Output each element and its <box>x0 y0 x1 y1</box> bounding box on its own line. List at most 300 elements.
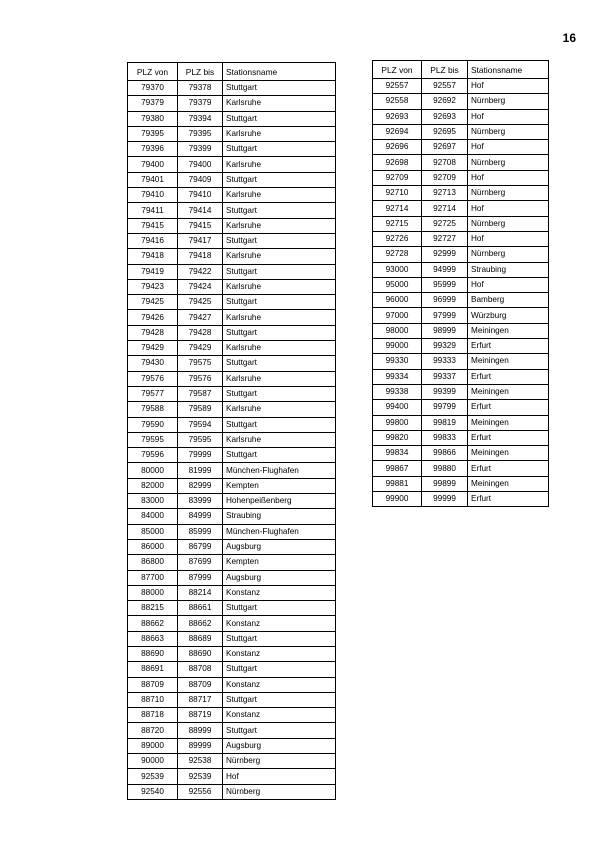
plz-von-cell: 96000 <box>373 293 422 308</box>
table-row <box>128 463 336 478</box>
plz-bis-cell: 79417 <box>178 233 223 248</box>
plz-bis-cell: 79399 <box>178 142 223 157</box>
table-row <box>373 354 549 369</box>
table-body-left <box>128 81 336 800</box>
plz-bis-cell: 92725 <box>422 216 468 231</box>
stationsname-cell: Konstanz <box>223 708 336 723</box>
table-row <box>128 784 336 799</box>
plz-von-cell: 92715 <box>373 216 422 231</box>
plz-von-cell: 79418 <box>128 249 178 264</box>
plz-von-cell: 88720 <box>128 723 178 738</box>
table-row <box>128 769 336 784</box>
stationsname-cell: Hof <box>468 109 549 124</box>
plz-von-cell: 99338 <box>373 384 422 399</box>
plz-von-cell: 79430 <box>128 356 178 371</box>
plz-von-cell: 79411 <box>128 203 178 218</box>
plz-bis-cell: 84999 <box>178 509 223 524</box>
stationsname-cell: Hof <box>468 231 549 246</box>
stationsname-cell: München-Flughafen <box>223 463 336 478</box>
plz-bis-cell: 92999 <box>422 247 468 262</box>
plz-von-cell: 86800 <box>128 555 178 570</box>
plz-von-cell: 92696 <box>373 140 422 155</box>
table-row <box>373 293 549 308</box>
stationsname-cell: Karlsruhe <box>223 310 336 325</box>
stationsname-cell: Hohenpeißenberg <box>223 494 336 509</box>
plz-von-cell: 79370 <box>128 81 178 96</box>
plz-von-cell: 99820 <box>373 430 422 445</box>
table-row <box>128 601 336 616</box>
stationsname-cell: Hof <box>223 769 336 784</box>
table-row <box>373 201 549 216</box>
plz-von-cell: 88663 <box>128 631 178 646</box>
stationsname-cell: Karlsruhe <box>223 157 336 172</box>
plz-bis-cell: 96999 <box>422 293 468 308</box>
plz-bis-cell: 79378 <box>178 81 223 96</box>
stationsname-cell: Stuttgart <box>223 81 336 96</box>
plz-von-cell: 95000 <box>373 277 422 292</box>
table-row <box>128 386 336 401</box>
page-number: 16 <box>562 31 576 45</box>
stationsname-cell: Karlsruhe <box>223 402 336 417</box>
stationsname-cell: Stuttgart <box>223 448 336 463</box>
plz-bis-cell: 83999 <box>178 494 223 509</box>
plz-bis-cell: 99399 <box>422 384 468 399</box>
plz-von-cell: 92726 <box>373 231 422 246</box>
table-row <box>373 400 549 415</box>
stationsname-cell: Erfurt <box>468 492 549 507</box>
table-row <box>128 157 336 172</box>
plz-bis-cell: 89999 <box>178 738 223 753</box>
table-row <box>373 216 549 231</box>
stationsname-cell: Karlsruhe <box>223 249 336 264</box>
plz-bis-cell: 81999 <box>178 463 223 478</box>
plz-bis-cell: 92709 <box>422 170 468 185</box>
stationsname-cell: Stuttgart <box>223 203 336 218</box>
table-row <box>128 662 336 677</box>
plz-von-cell: 92728 <box>373 247 422 262</box>
plz-bis-cell: 92695 <box>422 124 468 139</box>
stationsname-cell: Karlsruhe <box>223 218 336 233</box>
plz-von-cell: 92714 <box>373 201 422 216</box>
plz-bis-cell: 88708 <box>178 662 223 677</box>
plz-bis-cell: 88719 <box>178 708 223 723</box>
plz-bis-cell: 88999 <box>178 723 223 738</box>
table-row <box>128 616 336 631</box>
plz-von-cell: 79596 <box>128 448 178 463</box>
plz-von-cell: 92709 <box>373 170 422 185</box>
stationsname-cell: Karlsruhe <box>223 432 336 447</box>
plz-von-cell: 92540 <box>128 784 178 799</box>
plz-bis-cell: 79594 <box>178 417 223 432</box>
plz-von-cell: 79395 <box>128 126 178 141</box>
plz-bis-cell: 99337 <box>422 369 468 384</box>
table-row <box>128 172 336 187</box>
plz-bis-cell: 95999 <box>422 277 468 292</box>
plz-von-cell: 79576 <box>128 371 178 386</box>
plz-bis-cell: 79422 <box>178 264 223 279</box>
plz-bis-cell: 79409 <box>178 172 223 187</box>
plz-bis-cell: 92708 <box>422 155 468 170</box>
table-row <box>128 81 336 96</box>
stationsname-cell: Stuttgart <box>223 386 336 401</box>
plz-von-cell: 79416 <box>128 233 178 248</box>
plz-von-cell: 79425 <box>128 295 178 310</box>
header-plz-von: PLZ von <box>373 61 422 79</box>
table-row <box>373 446 549 461</box>
stationsname-cell: Stuttgart <box>223 417 336 432</box>
plz-bis-cell: 85999 <box>178 524 223 539</box>
plz-bis-cell: 99833 <box>422 430 468 445</box>
plz-bis-cell: 79418 <box>178 249 223 264</box>
plz-von-cell: 92558 <box>373 94 422 109</box>
stationsname-cell: Hof <box>468 170 549 185</box>
plz-von-cell: 88710 <box>128 692 178 707</box>
header-plz-bis: PLZ bis <box>422 61 468 79</box>
table-row <box>128 723 336 738</box>
plz-bis-cell: 99880 <box>422 461 468 476</box>
plz-bis-cell: 99819 <box>422 415 468 430</box>
stationsname-cell: Straubing <box>223 509 336 524</box>
plz-von-cell: 92698 <box>373 155 422 170</box>
table-row <box>128 646 336 661</box>
table-row <box>128 524 336 539</box>
table-row <box>128 279 336 294</box>
stationsname-cell: Konstanz <box>223 616 336 631</box>
stationsname-cell: Augsburg <box>223 570 336 585</box>
plz-von-cell: 83000 <box>128 494 178 509</box>
table-row <box>373 262 549 277</box>
stationsname-cell: Kempten <box>223 478 336 493</box>
plz-bis-cell: 79589 <box>178 402 223 417</box>
plz-bis-cell: 79427 <box>178 310 223 325</box>
plz-von-cell: 99800 <box>373 415 422 430</box>
table-row <box>373 461 549 476</box>
table-row <box>373 308 549 323</box>
table-row <box>373 140 549 155</box>
table-row <box>128 325 336 340</box>
plz-bis-cell: 99899 <box>422 476 468 491</box>
stationsname-cell: Straubing <box>468 262 549 277</box>
stationsname-cell: Stuttgart <box>223 325 336 340</box>
table-row <box>373 170 549 185</box>
plz-von-cell: 92557 <box>373 79 422 94</box>
stationsname-cell: Nürnberg <box>468 155 549 170</box>
stationsname-cell: Karlsruhe <box>223 371 336 386</box>
plz-von-cell: 79380 <box>128 111 178 126</box>
table-row <box>128 218 336 233</box>
table-row <box>128 448 336 463</box>
table-row <box>128 631 336 646</box>
plz-bis-cell: 79429 <box>178 341 223 356</box>
table-row <box>128 249 336 264</box>
table-row <box>128 585 336 600</box>
plz-von-cell: 88662 <box>128 616 178 631</box>
stationsname-cell: Augsburg <box>223 738 336 753</box>
stationsname-cell: Hof <box>468 277 549 292</box>
stationsname-cell: Karlsruhe <box>223 188 336 203</box>
table-row <box>373 247 549 262</box>
plz-bis-cell: 79410 <box>178 188 223 203</box>
table-row <box>128 417 336 432</box>
plz-bis-cell: 79379 <box>178 96 223 111</box>
plz-von-cell: 88691 <box>128 662 178 677</box>
table-body-right <box>373 79 549 507</box>
plz-von-cell: 99330 <box>373 354 422 369</box>
table-row <box>373 430 549 445</box>
plz-bis-cell: 79428 <box>178 325 223 340</box>
plz-von-cell: 97000 <box>373 308 422 323</box>
stationsname-cell: Stuttgart <box>223 264 336 279</box>
table-row <box>373 476 549 491</box>
plz-von-cell: 92710 <box>373 186 422 201</box>
header-plz-von: PLZ von <box>128 63 178 81</box>
stationsname-cell: Konstanz <box>223 646 336 661</box>
plz-von-cell: 79379 <box>128 96 178 111</box>
table-row <box>128 677 336 692</box>
plz-bis-cell: 98999 <box>422 323 468 338</box>
stationsname-cell: Erfurt <box>468 461 549 476</box>
stationsname-cell: Nürnberg <box>223 784 336 799</box>
plz-bis-cell: 88717 <box>178 692 223 707</box>
plz-von-cell: 99000 <box>373 339 422 354</box>
plz-von-cell: 79590 <box>128 417 178 432</box>
plz-von-cell: 99900 <box>373 492 422 507</box>
stationsname-cell: Stuttgart <box>223 631 336 646</box>
table-row <box>373 186 549 201</box>
plz-bis-cell: 88689 <box>178 631 223 646</box>
stationsname-cell: Bamberg <box>468 293 549 308</box>
table-row <box>373 492 549 507</box>
table-row <box>128 738 336 753</box>
stationsname-cell: Nürnberg <box>468 216 549 231</box>
plz-von-cell: 85000 <box>128 524 178 539</box>
stationsname-cell: Hof <box>468 201 549 216</box>
table-row <box>128 264 336 279</box>
stationsname-cell: Stuttgart <box>223 662 336 677</box>
plz-bis-cell: 92539 <box>178 769 223 784</box>
table-row <box>128 555 336 570</box>
stationsname-cell: Stuttgart <box>223 601 336 616</box>
plz-von-cell: 82000 <box>128 478 178 493</box>
plz-bis-cell: 92697 <box>422 140 468 155</box>
table-row <box>373 339 549 354</box>
table-row <box>128 203 336 218</box>
plz-bis-cell: 92538 <box>178 754 223 769</box>
plz-bis-cell: 92714 <box>422 201 468 216</box>
header-stationsname: Stationsname <box>468 61 549 79</box>
plz-von-cell: 99867 <box>373 461 422 476</box>
plz-von-cell: 90000 <box>128 754 178 769</box>
plz-bis-cell: 82999 <box>178 478 223 493</box>
plz-von-cell: 79588 <box>128 402 178 417</box>
plz-von-cell: 84000 <box>128 509 178 524</box>
table-row <box>128 708 336 723</box>
table-row <box>128 96 336 111</box>
table-row <box>128 126 336 141</box>
plz-bis-cell: 92557 <box>422 79 468 94</box>
plz-bis-cell: 79425 <box>178 295 223 310</box>
stationsname-cell: Meiningen <box>468 384 549 399</box>
table-row <box>128 494 336 509</box>
table-row <box>128 142 336 157</box>
table-row <box>373 277 549 292</box>
plz-bis-cell: 92692 <box>422 94 468 109</box>
table-row <box>373 384 549 399</box>
table-row <box>128 509 336 524</box>
table-row <box>128 310 336 325</box>
plz-von-cell: 92694 <box>373 124 422 139</box>
table-row <box>128 111 336 126</box>
plz-bis-cell: 79575 <box>178 356 223 371</box>
stationsname-cell: Nürnberg <box>468 94 549 109</box>
table-row <box>373 231 549 246</box>
stationsname-cell: Hof <box>468 140 549 155</box>
header-stationsname: Stationsname <box>223 63 336 81</box>
stationsname-cell: Stuttgart <box>223 172 336 187</box>
plz-bis-cell: 97999 <box>422 308 468 323</box>
table-row <box>373 415 549 430</box>
plz-von-cell: 79419 <box>128 264 178 279</box>
plz-von-cell: 88718 <box>128 708 178 723</box>
plz-bis-cell: 79595 <box>178 432 223 447</box>
stationsname-cell: Hof <box>468 79 549 94</box>
table-row <box>128 570 336 585</box>
plz-bis-cell: 99999 <box>422 492 468 507</box>
stationsname-cell: Karlsruhe <box>223 96 336 111</box>
stationsname-cell: Stuttgart <box>223 142 336 157</box>
plz-bis-cell: 88662 <box>178 616 223 631</box>
table-row <box>373 94 549 109</box>
plz-von-cell: 79426 <box>128 310 178 325</box>
table-row <box>373 155 549 170</box>
table-header-row <box>128 63 336 81</box>
stationsname-cell: Augsburg <box>223 539 336 554</box>
stationsname-cell: Meiningen <box>468 415 549 430</box>
plz-von-cell: 79423 <box>128 279 178 294</box>
plz-bis-cell: 87699 <box>178 555 223 570</box>
stationsname-cell: Stuttgart <box>223 111 336 126</box>
plz-bis-cell: 92693 <box>422 109 468 124</box>
plz-von-cell: 87700 <box>128 570 178 585</box>
table-row <box>373 124 549 139</box>
plz-bis-cell: 87999 <box>178 570 223 585</box>
plz-von-cell: 89000 <box>128 738 178 753</box>
stationsname-cell: Nürnberg <box>468 124 549 139</box>
plz-von-cell: 79401 <box>128 172 178 187</box>
stationsname-cell: Stuttgart <box>223 723 336 738</box>
plz-bis-cell: 99333 <box>422 354 468 369</box>
plz-bis-cell: 79395 <box>178 126 223 141</box>
stationsname-cell: Stuttgart <box>223 692 336 707</box>
stationsname-cell: Nürnberg <box>468 247 549 262</box>
table-row <box>128 371 336 386</box>
table-row <box>373 79 549 94</box>
stationsname-cell: Kempten <box>223 555 336 570</box>
plz-von-cell: 88215 <box>128 601 178 616</box>
stationsname-cell: Stuttgart <box>223 295 336 310</box>
table-row <box>128 341 336 356</box>
table-row <box>128 356 336 371</box>
plz-von-cell: 79428 <box>128 325 178 340</box>
plz-bis-cell: 92556 <box>178 784 223 799</box>
stationsname-cell: Nürnberg <box>223 754 336 769</box>
plz-bis-cell: 92713 <box>422 186 468 201</box>
table-row <box>128 539 336 554</box>
plz-von-cell: 79429 <box>128 341 178 356</box>
plz-von-cell: 86000 <box>128 539 178 554</box>
plz-bis-cell: 92727 <box>422 231 468 246</box>
stationsname-cell: Erfurt <box>468 339 549 354</box>
plz-bis-cell: 99866 <box>422 446 468 461</box>
plz-bis-cell: 99799 <box>422 400 468 415</box>
stationsname-cell: Karlsruhe <box>223 341 336 356</box>
plz-von-cell: 79410 <box>128 188 178 203</box>
table-row <box>128 432 336 447</box>
plz-von-cell: 79595 <box>128 432 178 447</box>
plz-von-cell: 79396 <box>128 142 178 157</box>
stationsname-cell: Stuttgart <box>223 233 336 248</box>
stationsname-cell: Karlsruhe <box>223 279 336 294</box>
table-row <box>128 295 336 310</box>
plz-von-cell: 79400 <box>128 157 178 172</box>
stationsname-cell: Karlsruhe <box>223 126 336 141</box>
plz-von-cell: 79415 <box>128 218 178 233</box>
stationsname-cell: Würzburg <box>468 308 549 323</box>
plz-von-cell: 79577 <box>128 386 178 401</box>
stationsname-cell: München-Flughafen <box>223 524 336 539</box>
stationsname-cell: Konstanz <box>223 585 336 600</box>
plz-bis-cell: 88214 <box>178 585 223 600</box>
plz-von-cell: 92693 <box>373 109 422 124</box>
plz-bis-cell: 79999 <box>178 448 223 463</box>
plz-bis-cell: 99329 <box>422 339 468 354</box>
table-header-row <box>373 61 549 79</box>
stationsname-cell: Erfurt <box>468 400 549 415</box>
plz-bis-cell: 79576 <box>178 371 223 386</box>
plz-bis-cell: 88709 <box>178 677 223 692</box>
stationsname-cell: Nürnberg <box>468 186 549 201</box>
plz-von-cell: 93000 <box>373 262 422 277</box>
plz-bis-cell: 79424 <box>178 279 223 294</box>
table-row <box>373 323 549 338</box>
table-row <box>128 692 336 707</box>
table-row <box>128 478 336 493</box>
table-row <box>128 402 336 417</box>
plz-von-cell: 98000 <box>373 323 422 338</box>
plz-von-cell: 88000 <box>128 585 178 600</box>
header-plz-bis: PLZ bis <box>178 63 223 81</box>
stationsname-cell: Meiningen <box>468 476 549 491</box>
plz-von-cell: 80000 <box>128 463 178 478</box>
plz-von-cell: 92539 <box>128 769 178 784</box>
stationsname-cell: Meiningen <box>468 323 549 338</box>
stationsname-cell: Konstanz <box>223 677 336 692</box>
plz-bis-cell: 79587 <box>178 386 223 401</box>
plz-von-cell: 99400 <box>373 400 422 415</box>
plz-von-cell: 88709 <box>128 677 178 692</box>
plz-bis-cell: 88661 <box>178 601 223 616</box>
plz-bis-cell: 79400 <box>178 157 223 172</box>
plz-bis-cell: 79394 <box>178 111 223 126</box>
stationsname-cell: Stuttgart <box>223 356 336 371</box>
plz-bis-cell: 88690 <box>178 646 223 661</box>
stationsname-cell: Meiningen <box>468 354 549 369</box>
plz-bis-cell: 94999 <box>422 262 468 277</box>
table-row <box>373 109 549 124</box>
stationsname-cell: Erfurt <box>468 369 549 384</box>
table-row <box>128 754 336 769</box>
plz-von-cell: 99334 <box>373 369 422 384</box>
